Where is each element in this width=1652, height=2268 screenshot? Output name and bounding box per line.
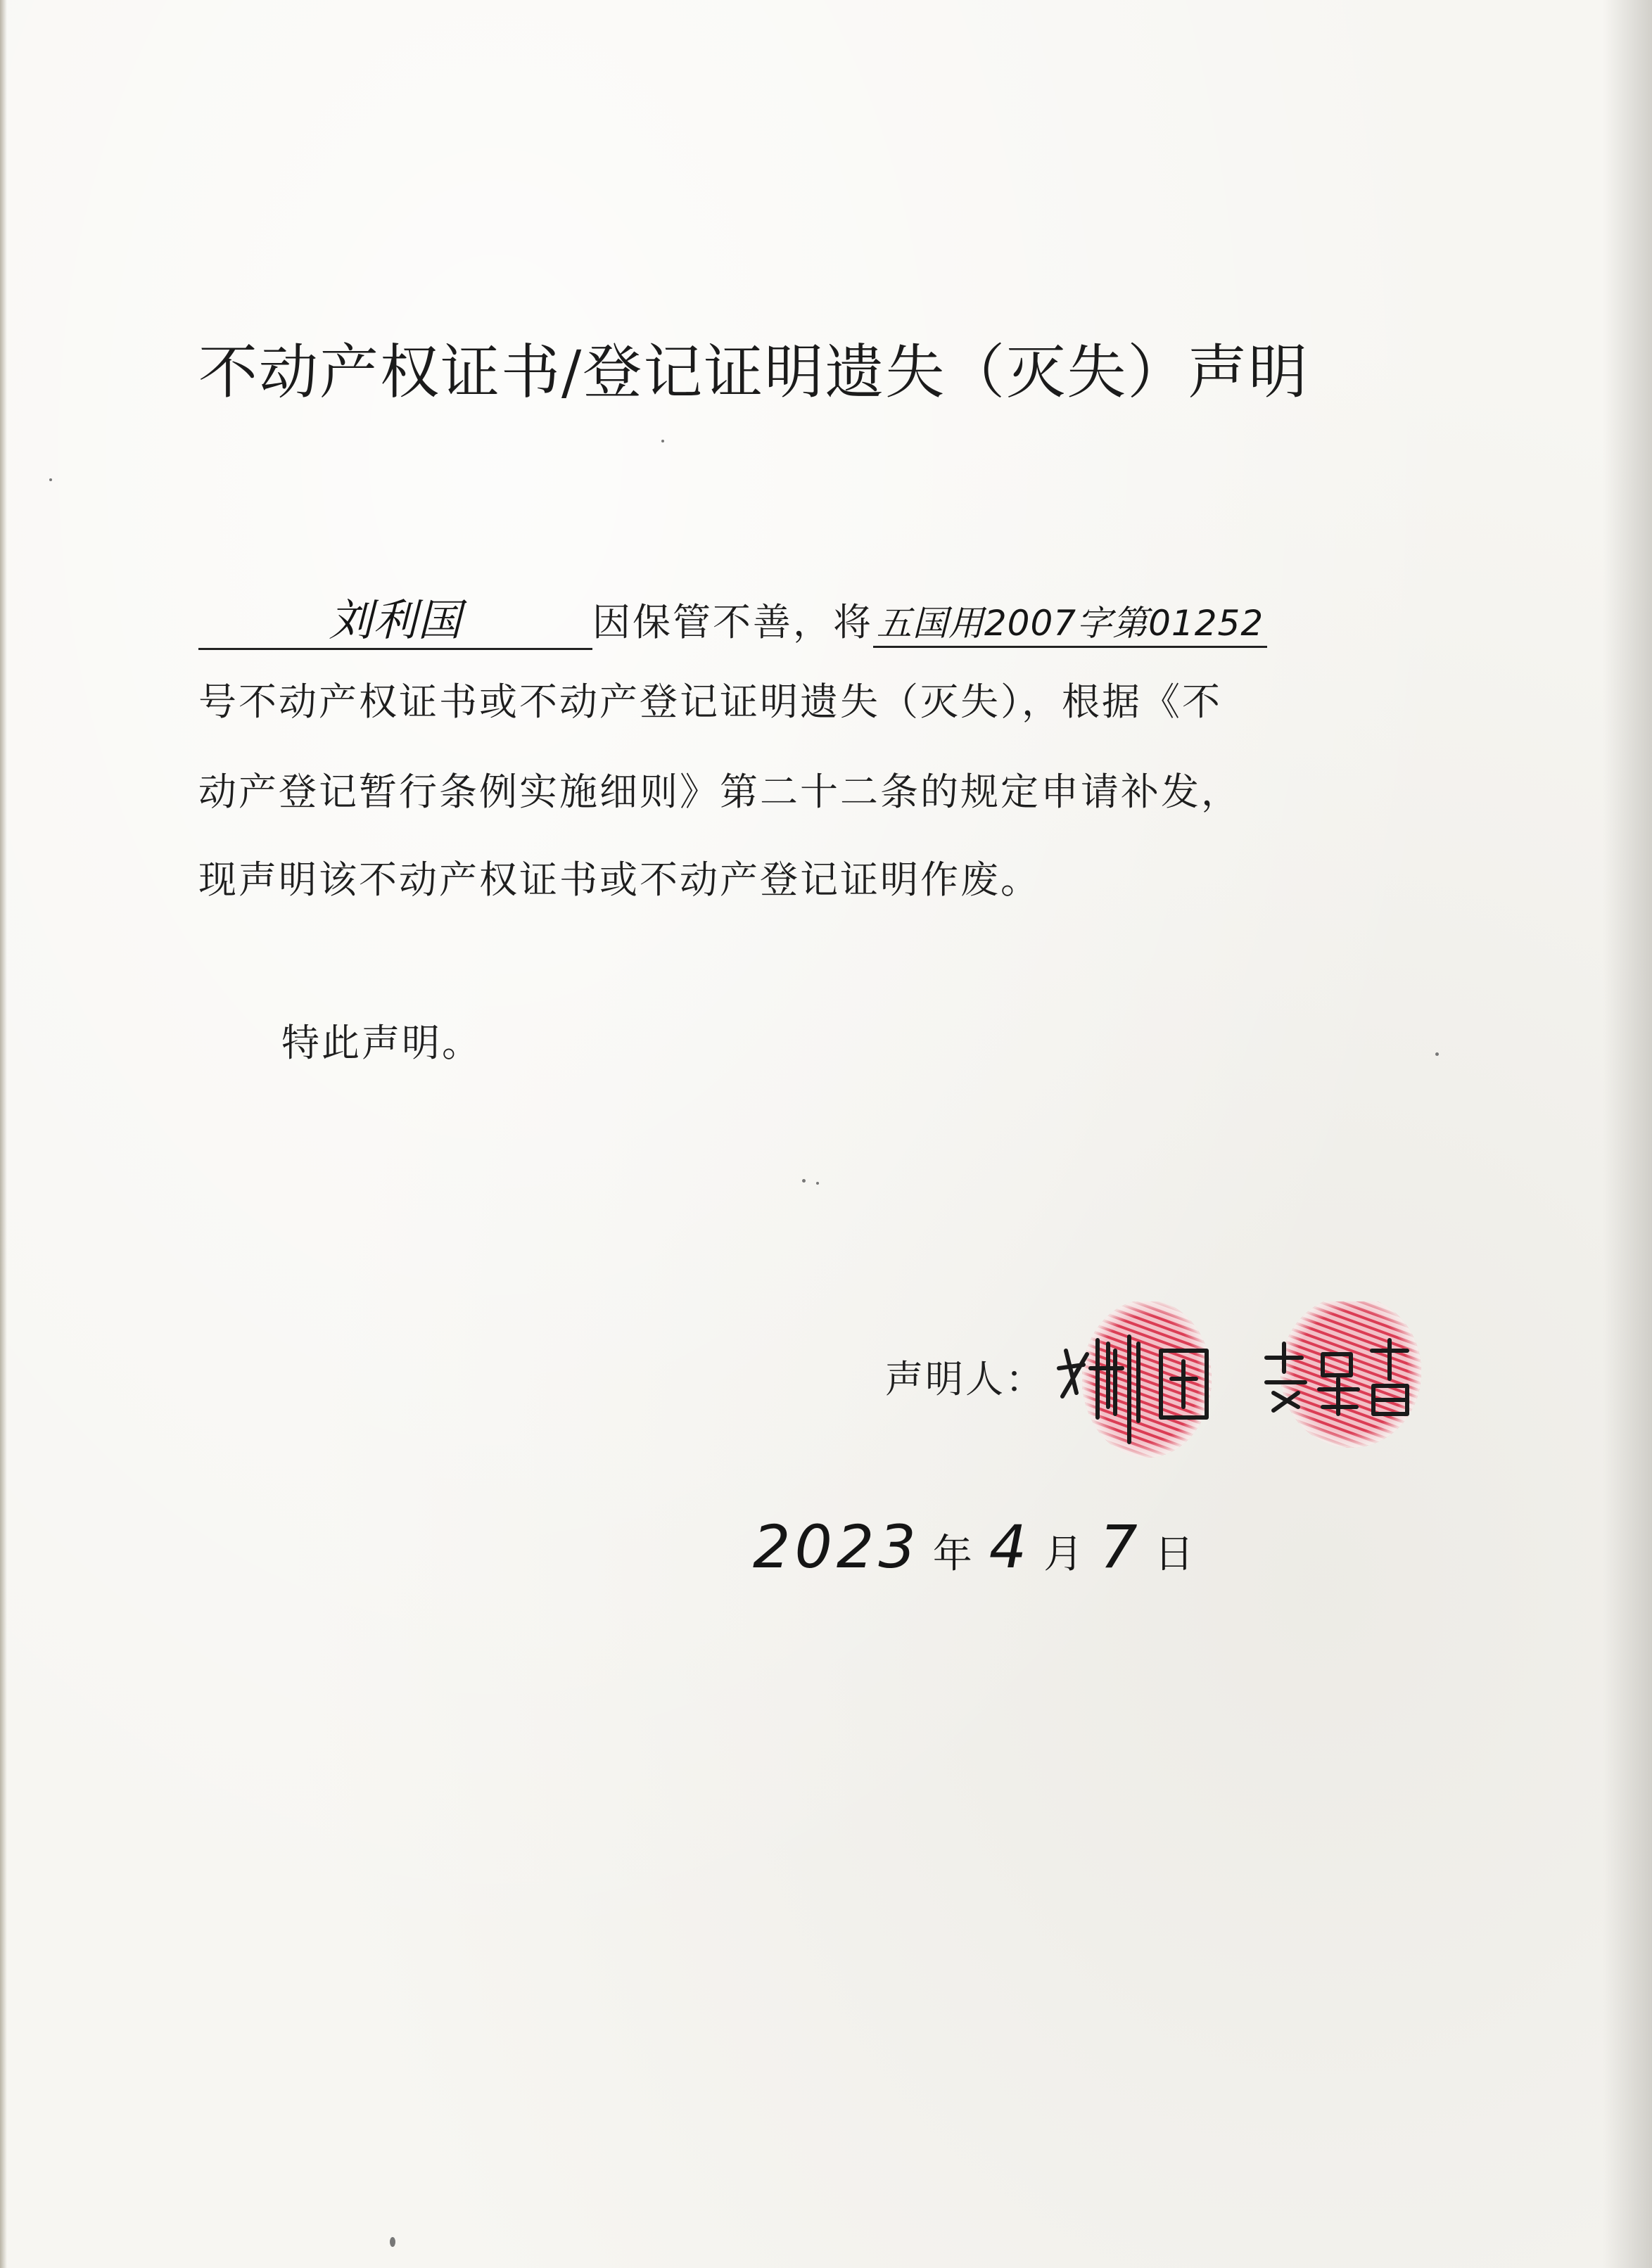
- paper-speck: [49, 478, 52, 481]
- paper-speck: [1435, 1052, 1439, 1056]
- date-month-unit: 月: [1043, 1531, 1084, 1577]
- body-line-1: [198, 585, 1267, 650]
- body-line-4: 现声明该不动产权证书或不动产登记证明作废。: [198, 858, 1041, 902]
- declarant-name-handwritten: 刘利国: [329, 594, 462, 646]
- date-month: 4: [989, 1512, 1031, 1581]
- body-line-3: 动产登记暂行条例实施细则》第二十二条的规定申请补发，: [198, 770, 1241, 814]
- date-day: 7: [1100, 1512, 1142, 1581]
- signature-with-fingerprints: [1055, 1301, 1449, 1484]
- certificate-number-handwritten: 五国用2007字第01252: [876, 603, 1264, 644]
- document-title: 不动产权证书/登记证明遗失（灭失）声明: [198, 338, 1309, 407]
- date-year: 2023: [753, 1512, 920, 1581]
- body-line-2: 号不动产权证书或不动产登记证明遗失（灭失），根据《不: [198, 680, 1222, 724]
- certificate-number-blank: [873, 595, 1267, 648]
- paper-speck: [390, 2237, 395, 2247]
- declarant-label: 声明人：: [885, 1357, 1046, 1401]
- paper-speck: [802, 1179, 806, 1183]
- declaration-date: [753, 1512, 1211, 1581]
- date-day-unit: 日: [1154, 1531, 1194, 1577]
- date-year-unit: 年: [932, 1531, 972, 1577]
- declarant-name-blank: [198, 585, 592, 650]
- body-line-1-middle: 因保管不善，将: [592, 600, 873, 644]
- paper-edge-shadow-right: [1603, 0, 1652, 2268]
- paper-speck: [661, 440, 664, 442]
- paper-speck: [816, 1182, 819, 1185]
- closing-statement: 特此声明。: [281, 1021, 482, 1065]
- paper-edge-shadow-left: [0, 0, 7, 2268]
